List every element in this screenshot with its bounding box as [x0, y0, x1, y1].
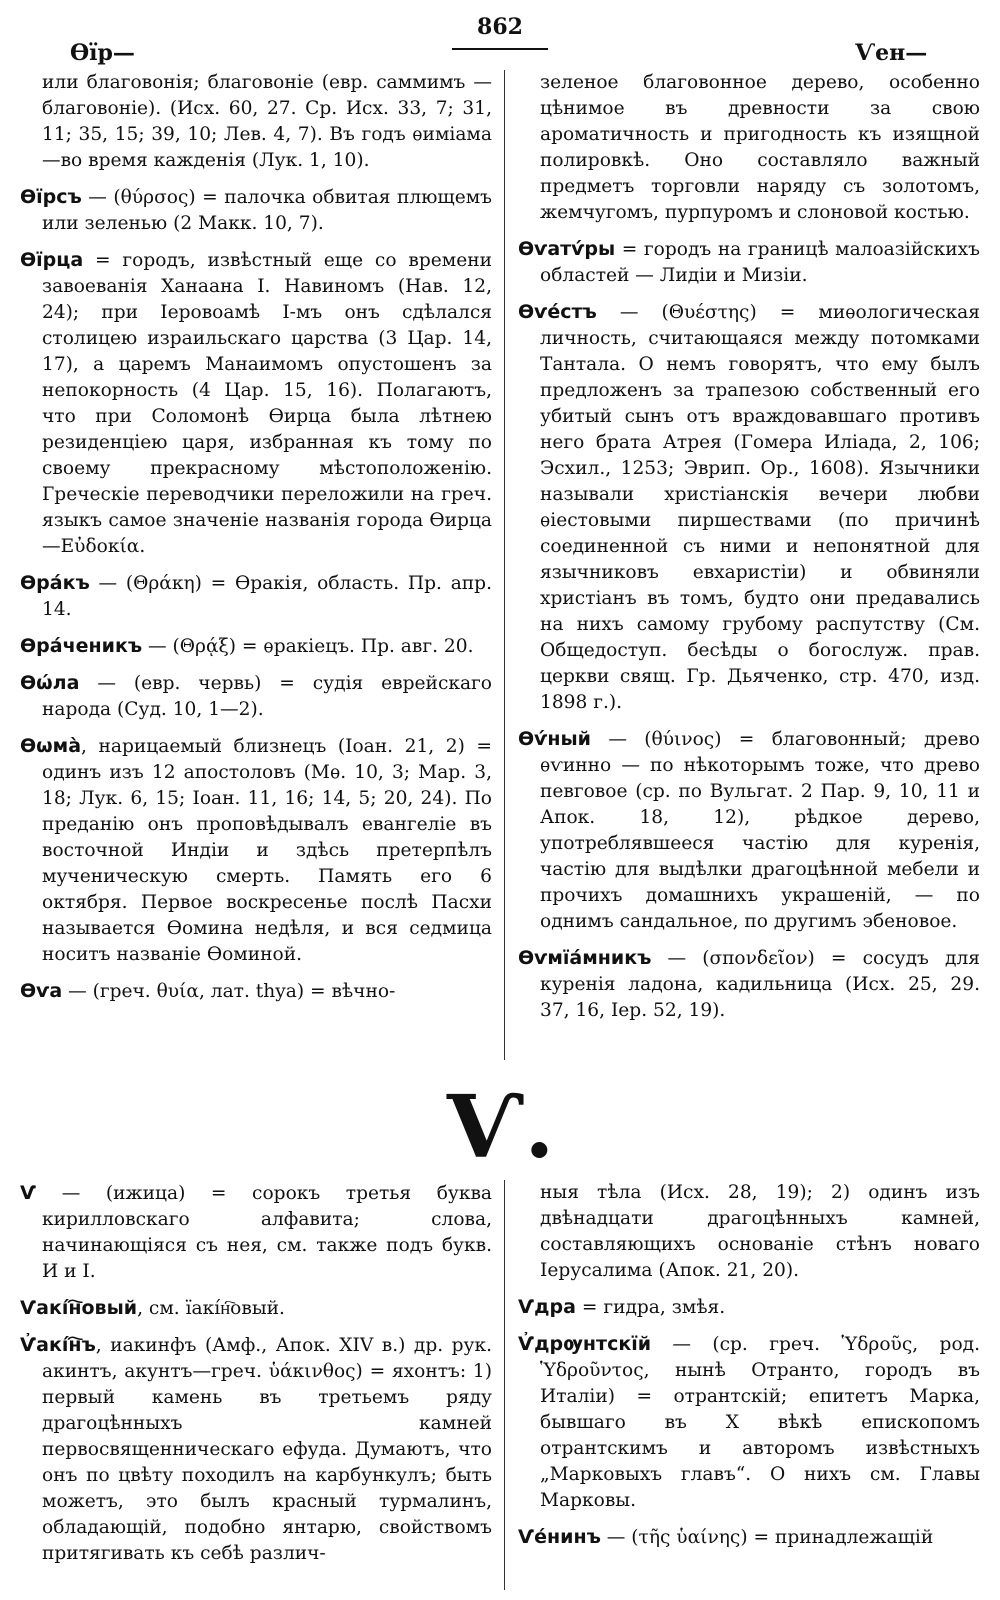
running-head-left: Ѳїр—: [70, 40, 135, 66]
entry: [518, 299, 980, 716]
entry-text: = городъ на границѣ малоазійскихъ областей — Лидіи и Мизіи.: [540, 239, 980, 286]
headword: Ѳра́ченикъ: [20, 635, 143, 657]
entry: [20, 670, 492, 723]
entry: [20, 733, 492, 968]
entry-text: = гидра, змѣя.: [575, 1297, 726, 1318]
headword: Ѵ: [20, 1182, 37, 1204]
column-3: [20, 1180, 492, 1595]
column-1: [20, 70, 492, 1075]
column-4: [518, 1180, 980, 1595]
entry: [20, 570, 492, 623]
entry: [518, 1180, 980, 1284]
headword: Ѳїрца: [20, 249, 84, 271]
running-head-right: Ѵен—: [855, 40, 928, 66]
entry-text: — (θύινος) = благовонный; древо ѳѵинно — по нѣкоторымъ тоже, что древо певговое (ср. по Вульгат. 2 Пар. 9, 10, 11 и Апок. 18, 12), рѣдкое дерево, употреблявшееся частію для куренія, частію для выдѣлки драгоцѣнной мебели и прочихъ домашнихъ украшеній, — по однимъ сандальное, по другимъ эбеновое.: [540, 729, 980, 932]
entry: [20, 247, 492, 560]
entry-text: — (Θρᾴξ) = ѳракіецъ. Пр. авг. 20.: [142, 636, 474, 657]
entry-text: или благовонія; благовоніе (евр. саммимъ — благовоніе). (Исх. 60, 27. Ср. Исх. 33, 7; 31, 11; 35, 15; 39, 10; Лев. 4, 7). Въ годъ ѳиміама—во время кажденія (Лук. 1, 10).: [42, 72, 492, 171]
headword: Ѵакі́н҇овый: [20, 1297, 138, 1319]
entry: [20, 184, 492, 237]
entry: [518, 726, 980, 935]
entry: [518, 1331, 980, 1514]
entry-text: зеленое благовонное дерево, особенно цѣнимое въ древности за свою ароматичность и пригодность къ изящной полировкѣ. Оно составляло важный предметъ торговли наряду съ золотомъ, жемчугомъ, пурпуромъ и слоновой костью.: [540, 72, 980, 223]
entry: [518, 70, 980, 226]
entry-text: ныя тѣла (Исх. 28, 19); 2) одинъ изъ двѣнадцати драгоцѣнныхъ камней, составляющихъ основаніе стѣнъ новаго Іерусалима (Апок. 21, 20).: [540, 1182, 980, 1281]
entry-text: , нарицаемый близнецъ (Іоан. 21, 2) = одинъ изъ 12 апостоловъ (Мѳ. 10, 3; Мар. 3, 18; Лук. 6, 15; Іоан. 11, 16; 14, 5; 20, 24). По преданію онъ проповѣдывалъ евангеліе въ восточной Индіи и здѣсь претерпѣлъ мученическую смерть. Память его 6 октября. Первое воскресенье послѣ Пасхи называется Ѳомина недѣля, и вся седмица носитъ названіе Ѳоминой.: [42, 736, 492, 965]
entry-text: — (Θυέστης) = миѳологическая личность, считающаяся между потомками Тантала. О немъ говорятъ, что ему былъ предложенъ за трапезою собственный его убитый сынъ отъ враждовавшаго противъ него брата Атрея (Гомера Иліада, 2, 106; Эсхил., 1253; Эврип. Ор., 1608). Язычники называли христіанскія вечери любви ѳіестовыми пиршествами (по причинѣ соединенной съ ними и непонятной для язычниковъ евхаристіи) и обвиняли христіанъ въ томъ, будто они предавались на нихъ самому грубому распутству (См. Общедоступ. бесѣды о богослуж. прав. церкви свящ. Гр. Дьяченко, стр. 470, изд. 1898 г.).: [540, 302, 980, 713]
headword: Ѳѵмїа́мникъ: [518, 947, 652, 969]
entry: [20, 1332, 492, 1567]
column-divider: [504, 1180, 505, 1590]
entry: [518, 236, 980, 289]
headword: Ѵе́нинъ: [518, 1526, 601, 1548]
entry-text: , иакинфъ (Амф., Апок. XIV в.) др. рук. акинтъ, акунтъ—греч. ὑάκινθος) = яхонтъ: 1) первый камень въ третьемъ ряду драгоцѣнныхъ камней первосвященническаго ефуда. Думаютъ, что онъ по цвѣту походилъ на карбункулъ; быть можетъ, это былъ красный турмалинъ, обладающій, подобно янтарю, свойствомъ притягивать къ себѣ различ-: [42, 1335, 492, 1564]
entry: [518, 1524, 980, 1551]
entry-text: — (Θράκη) = Ѳракія, область. Пр. апр. 14.: [42, 573, 492, 620]
entry-text: — (евр. червь) = судія еврейскаго народа (Суд. 10, 1—2).: [42, 673, 492, 720]
entry-text: , см. їакі́н҇овый.: [137, 1298, 285, 1319]
headword: Ѳѵ́ный: [518, 728, 591, 750]
headword: Ѳѡма̀: [20, 735, 82, 757]
headword: Ѵ҆дрѹнтскїй: [518, 1333, 652, 1355]
entry: [20, 1180, 492, 1285]
entry: [20, 1295, 492, 1322]
page-number-rule: [452, 48, 548, 50]
headword: Ѳѡ́ла: [20, 672, 80, 694]
entry-text: — (ижица) = сорокъ третья буква кирилловскаго алфавита; слова, начинающіяся съ нея, см. также подъ букв. И и І.: [36, 1183, 492, 1282]
column-2: [518, 70, 980, 1075]
entry: [20, 70, 492, 174]
headword: Ѳѵе́стъ: [518, 301, 597, 323]
headword: Ѳѵа: [20, 980, 63, 1002]
headword: Ѳїрсъ: [20, 186, 82, 208]
headword: Ѵдра: [518, 1296, 576, 1318]
entry-text: — (τῆς ὑαίνης) = принадлежащій: [600, 1527, 934, 1548]
section-letter: Ѵ.: [445, 1077, 555, 1178]
column-divider: [504, 70, 505, 1060]
entry: [20, 633, 492, 660]
entry-text: — (σπονδεῖον) = сосудъ для куренія ладона, кадильница (Исх. 25, 29. 37, 16, Іер. 52, 19).: [540, 948, 980, 1021]
headword: Ѵ҆акі́н҇ъ: [20, 1334, 96, 1356]
entry: [518, 1294, 980, 1321]
headword: Ѳра́къ: [20, 572, 90, 594]
entry-text: — (θύρσος) = палочка обвитая плющемъ или зеленью (2 Макк. 10, 7).: [42, 187, 492, 234]
headword: Ѳѵатѵ́ры: [518, 238, 616, 260]
entry: [20, 978, 492, 1005]
entry: [518, 945, 980, 1024]
entry-text: = городъ, извѣстный еще со времени завоеванія Ханаана І. Навиномъ (Нав. 12, 24); при Іеровоамѣ І-мъ онъ сдѣлался столицею израильскаго царства (3 Цар. 14, 17), а царемъ Манаимомъ опустошенъ за непокорность (4 Цар. 15, 16). Полагаютъ, что при Соломонѣ Ѳирца была лѣтнею резиденціею царя, избранная къ тому по своему прекрасному мѣстоположенію. Греческіе переводчики переложили на греч. языкъ самое значеніе названія города Ѳирца—Εὐδοκία.: [42, 250, 492, 557]
page-number: 862: [477, 14, 523, 40]
entry-text: — (греч. θυία, лат. thya) = вѣчно-: [62, 981, 396, 1002]
entry-text: — (ср. греч. Ὑδροῦς, род. Ὑδροῦντος, нынѣ Отранто, городъ въ Италіи) = отрантскій; епитетъ Марка, бывшаго въ X вѣкѣ епископомъ отрантскимъ и авторомъ извѣстныхъ „Марковыхъ главъ“. О нихъ см. Главы Марковы.: [540, 1334, 980, 1511]
